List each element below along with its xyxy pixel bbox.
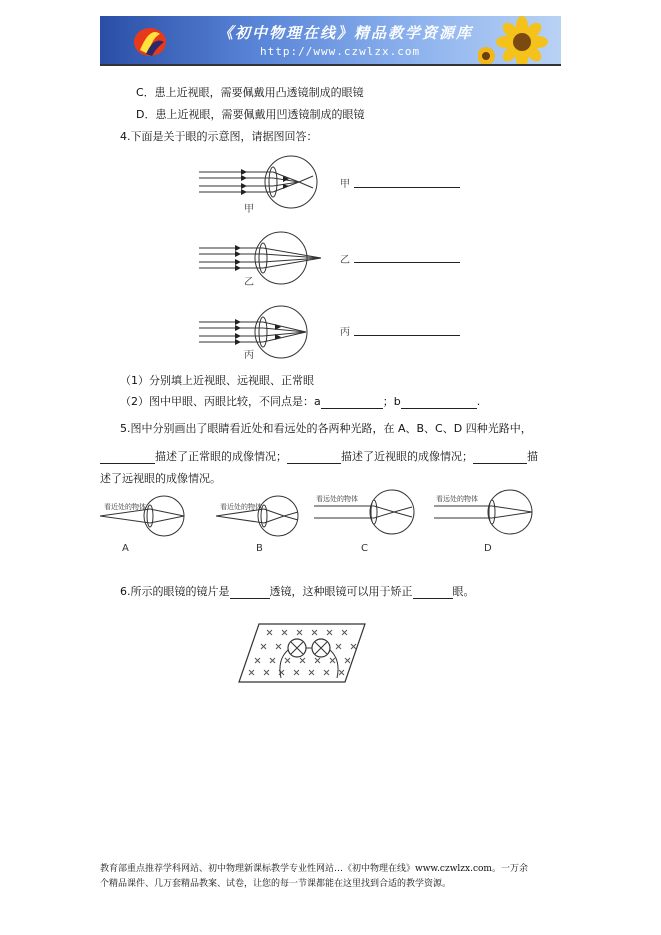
eye-label-yi: 乙 [244,277,254,288]
letter-a: A [122,543,129,554]
header-banner [100,16,561,64]
question-5-line1: 5.图中分别画出了眼睛看近处和看远处的各两种光路，在 A、B、C、D 四种光路中， [120,422,532,435]
eye-label-bing: 丙 [244,350,254,361]
footer-line-1: 教育部重点推荐学科网站、初中物理新课标教学专业性网站…《初中物理在线》www.czwlzx.com。一万余 [100,864,528,874]
answer-blank-a[interactable] [321,395,383,409]
answer-label-jia: 甲 [340,179,350,190]
caption-b: 看近处的物体 [220,503,262,511]
q5-seg3: 描 [527,450,538,463]
light-path-a [98,494,188,538]
answer-label-bing: 丙 [340,327,350,338]
eye-diagram-bing [195,302,335,364]
sub2-end: . [476,395,481,408]
sub2-sep: ；b [382,395,401,408]
eye-diagram-yi [195,228,335,290]
question-4-sub1: （1）分别填上近视眼、远视眼、正常眼 [120,374,314,387]
footer [100,862,570,892]
answer-blank-b[interactable] [401,395,477,409]
q5-seg2: 描述了近视眼的成像情况； [341,450,473,463]
answer-blank-eye[interactable] [413,585,453,599]
glasses-figure [237,620,367,686]
caption-a: 看近处的物体 [104,503,146,511]
answer-blank-lens[interactable] [230,585,270,599]
letter-b: B [256,543,263,554]
answer-blank-bing[interactable] [354,335,460,336]
header-title: 《初中物理在线》精品教学资源库 [218,24,474,42]
answer-blank-hyperopia[interactable] [473,450,527,464]
question-4-stem: 4.下面是关于眼的示意图，请据图回答： [120,130,318,143]
header-rule [100,64,561,66]
question-4-sub2 [120,393,480,409]
answer-label-yi: 乙 [340,255,350,266]
caption-c: 看远处的物体 [316,495,358,503]
question-5-line2 [100,448,538,464]
answer-blank-yi[interactable] [354,262,460,263]
q6-end: 眼。 [452,585,475,598]
light-path-b [214,494,304,538]
answer-blank-myopia[interactable] [287,450,341,464]
header-url[interactable]: http://www.czwlzx.com [260,45,421,58]
site-logo-icon [130,20,170,60]
sub2-a-label: a [314,395,321,408]
option-c: C．患上近视眼，需要佩戴用凸透镜制成的眼镜 [136,86,364,99]
caption-d: 看远处的物体 [436,495,478,503]
answer-blank-jia[interactable] [354,187,460,188]
letter-c: C [361,543,368,554]
option-d: D．患上近视眼，需要佩戴用凹透镜制成的眼镜 [136,108,365,121]
sub2-prefix: （2）图中甲眼、丙眼比较，不同点是： [120,395,314,408]
question-5-line3: 述了远视眼的成像情况。 [100,472,221,485]
footer-line-2: 个精品课件、几万套精品教案、试卷，让您的每一节课都能在这里找到合适的教学资源。 [100,879,452,889]
q6-prefix: 6.所示的眼镜的镜片是 [120,585,230,598]
eye-label-jia: 甲 [244,204,254,215]
answer-blank-normal[interactable] [100,450,155,464]
sunflower-icon [478,16,561,64]
q6-mid: 透镜，这种眼镜可以用于矫正 [269,585,413,598]
question-6 [120,583,475,599]
eye-diagram-jia [195,152,335,214]
letter-d: D [484,543,492,554]
q5-seg1: 描述了正常眼的成像情况； [155,450,287,463]
